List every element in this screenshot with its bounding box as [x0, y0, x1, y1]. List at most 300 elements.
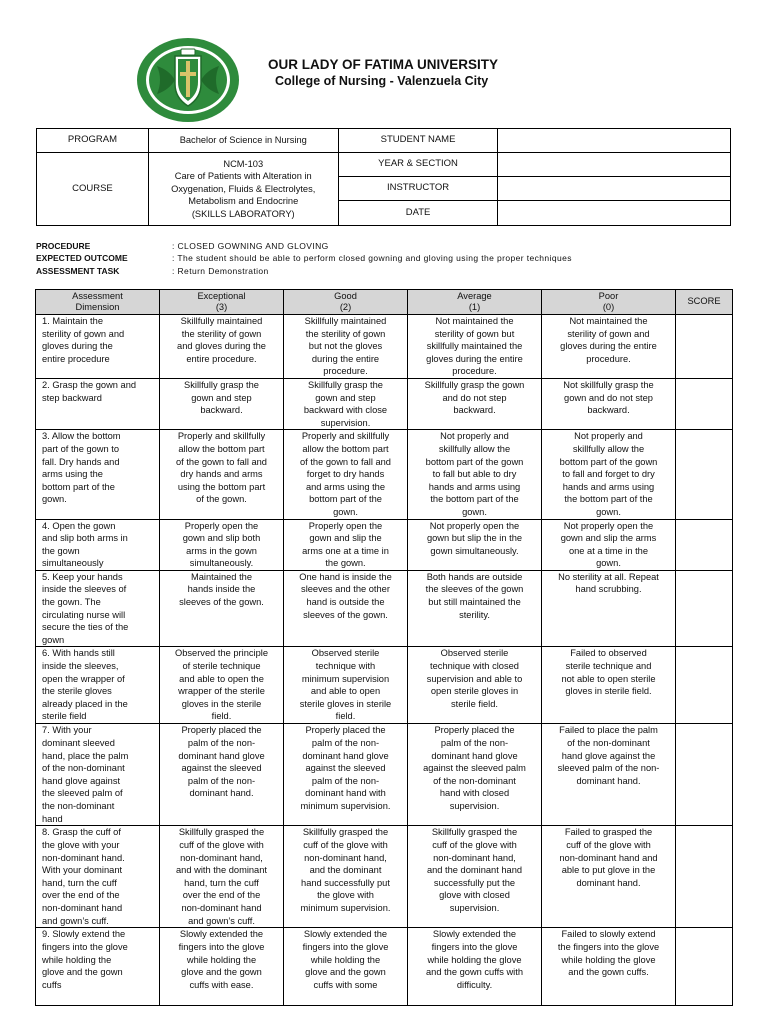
cell-line: bottom part of the	[42, 481, 115, 492]
cell-line: the bottom part of the	[564, 494, 653, 505]
cell-line: wrapper of the sterile	[178, 686, 265, 697]
score-field[interactable]	[676, 315, 733, 379]
cell-line: gown but slip the in the	[426, 533, 523, 544]
cell-line: 9. Slowly extend the	[42, 929, 126, 940]
cell-line: Observed sterile	[311, 648, 380, 659]
rubric-row	[36, 519, 733, 570]
cell-line: 8. Grasp the cuff of	[42, 827, 121, 838]
cell-line: of the gown to fall and	[300, 456, 391, 467]
score-field[interactable]	[676, 826, 733, 928]
header-line: Poor	[598, 290, 619, 301]
rubric-cell-good	[284, 430, 408, 519]
rubric-cell-average	[408, 519, 542, 570]
cell-line: allow the bottom part	[178, 443, 265, 454]
cell-line: supervision.	[449, 903, 500, 913]
cell-line: arms one at a time in	[302, 545, 389, 556]
rubric-cell-poor	[542, 430, 676, 519]
cell-line: and do not step	[442, 392, 507, 403]
cell-line: Observed the principle	[174, 648, 269, 659]
cell-line: Not maintained the	[435, 316, 514, 326]
cell-line: 7. With your	[42, 725, 92, 736]
rubric-cell-good	[284, 519, 408, 570]
header-line: (3)	[215, 302, 228, 312]
cell-line: glove and the gown	[42, 967, 123, 978]
cell-line: against the sleeved	[305, 763, 386, 774]
cell-line: and the gown cuffs.	[568, 967, 649, 978]
cell-line: sterility.	[459, 609, 490, 620]
student-name-label: STUDENT NAME	[338, 129, 498, 153]
cell-line: non-dominant hand	[42, 903, 123, 913]
cell-line: and the dominant	[309, 865, 382, 876]
cell-line: 1. Maintain the	[42, 316, 103, 326]
cell-line: field.	[211, 711, 232, 722]
cell-line: over the end of the	[182, 890, 261, 901]
cell-line: hand, turn the cuff	[42, 877, 117, 888]
rubric-cell-exceptional	[160, 430, 284, 519]
rubric-cell-good	[284, 647, 408, 724]
cell-line: Properly placed the	[181, 725, 262, 736]
cell-line: cuffs with ease.	[189, 979, 254, 990]
course-line: Care of Patients with Alteration in	[174, 171, 312, 182]
cell-line: cuff of the glove with	[432, 840, 517, 851]
cell-line: the gown. The	[42, 597, 101, 608]
cell-line: sterility of gown and	[42, 328, 125, 339]
header-line: Good	[334, 290, 357, 301]
student-name-field[interactable]	[498, 129, 731, 153]
university-name: OUR LADY OF FATIMA UNIVERSITY	[268, 57, 499, 72]
date-field[interactable]	[498, 201, 731, 226]
rubric-cell-good	[284, 378, 408, 429]
cell-line: able to put glove in the	[561, 865, 656, 876]
assessment-task-value: : Return Demonstration	[172, 265, 269, 276]
student-info-table	[36, 128, 731, 226]
cell-line: palm of the non-	[311, 738, 380, 749]
cell-line: the fingers into the glove	[557, 942, 660, 953]
cell-line: With your dominant	[42, 865, 123, 876]
cell-line: hand, turn the cuff	[184, 877, 259, 888]
cell-line: fingers into the glove	[302, 942, 389, 953]
cell-line: Not properly and	[574, 431, 643, 442]
cell-line: skillfully allow the	[438, 443, 511, 454]
cell-line: sterile field	[42, 711, 87, 722]
cell-line: gown and step	[315, 392, 376, 403]
cell-line: arms in the gown	[186, 545, 257, 556]
cell-line: fingers into the glove	[42, 942, 128, 953]
rubric-cell-poor	[542, 315, 676, 379]
procedure-label: PROCEDURE	[36, 241, 91, 251]
cell-line: Properly placed the	[305, 725, 386, 736]
cell-line: Maintained the	[191, 571, 252, 582]
cell-line: Skillfully grasped the	[302, 827, 389, 838]
cell-line: not able to open sterile	[561, 673, 656, 684]
cell-line: 2. Grasp the gown and	[42, 379, 137, 390]
cell-line: and slip both arms in	[42, 533, 128, 544]
cell-line: while holding the	[186, 954, 257, 965]
cell-line: and gown’s cuff.	[42, 915, 109, 926]
cell-line: supervision.	[449, 801, 500, 811]
cell-line: sterile technique and	[565, 661, 652, 672]
cell-line: the sterility of gown	[181, 328, 262, 339]
cell-line: gloves during the entire	[560, 341, 657, 352]
cell-line: while holding the	[310, 954, 381, 965]
cell-line: Failed to slowly extend	[561, 929, 656, 940]
cell-line: gown.	[596, 506, 621, 517]
document-header	[0, 0, 768, 120]
rubric-cell-good	[284, 724, 408, 826]
cell-line: gown.	[596, 558, 621, 569]
cell-line: to fall and forget to dry	[562, 469, 655, 480]
cell-line: field.	[335, 711, 356, 722]
header-line: (1)	[468, 302, 481, 312]
cell-line: skillfully maintained the	[426, 341, 523, 352]
course-label: COURSE	[37, 153, 149, 226]
rubric-cell-poor	[542, 826, 676, 928]
cell-line: Not maintained the	[569, 316, 648, 326]
cell-line: against the sleeved palm	[423, 763, 526, 774]
cell-line: while holding the glove	[427, 954, 522, 965]
rubric-cell-poor	[542, 378, 676, 429]
rubric-header-row	[36, 290, 733, 315]
cell-line: Skillfully grasp the	[308, 379, 383, 390]
rubric-cell-average	[408, 315, 542, 379]
header-dimension	[36, 290, 160, 315]
course-line: (SKILLS LABORATORY)	[191, 208, 295, 219]
year-section-label: YEAR & SECTION	[338, 153, 498, 177]
rubric-row	[36, 647, 733, 724]
cell-line: dominant sleeved	[42, 738, 115, 749]
cell-line: gown	[42, 634, 65, 645]
rubric-cell-exceptional	[160, 724, 284, 826]
cell-line: 4. Open the gown	[42, 520, 116, 531]
score-field[interactable]	[676, 430, 733, 519]
cell-line: gown and slip the	[309, 533, 382, 544]
rubric-cell-exceptional	[160, 519, 284, 570]
cell-line: dry hands and arms	[180, 469, 263, 480]
rubric-cell-dimension	[36, 430, 160, 519]
expected-outcome-value: : The student should be able to perform closed gowning and gloving using the proper techniques	[172, 253, 572, 264]
cell-line: sleeved palm of the non-	[557, 763, 660, 774]
rubric-cell-average	[408, 826, 542, 928]
cell-line: bottom part of the gown	[425, 456, 524, 467]
cell-line: gloves during the entire	[426, 353, 523, 364]
cell-line: during the entire	[311, 353, 380, 364]
cell-line: non-dominant hand,	[433, 852, 516, 863]
rubric-table	[35, 289, 733, 1006]
cell-line: hand scrubbing.	[575, 584, 642, 595]
cell-line: palm of the non-	[187, 738, 256, 749]
cell-line: non-dominant hand	[181, 903, 262, 913]
cell-line: difficulty.	[456, 979, 493, 990]
cell-line: backward with close	[303, 405, 388, 416]
cell-line: cuff of the glove with	[179, 840, 264, 851]
cell-line: and the gown cuffs with	[426, 967, 523, 978]
cell-line: and gown’s cuff.	[188, 915, 255, 926]
cell-line: one at a time in the	[568, 545, 649, 556]
rubric-cell-dimension	[36, 647, 160, 724]
rubric-row	[36, 378, 733, 429]
cell-line: non-dominant hand.	[42, 852, 125, 863]
cell-line: Slowly extended the	[179, 929, 264, 940]
cell-line: sterility of gown but	[434, 328, 515, 339]
header-average	[408, 290, 542, 315]
cell-line: No sterility at all. Repeat	[558, 571, 659, 582]
rubric-body	[36, 315, 733, 1006]
cell-line: bottom part of the gown	[559, 456, 658, 467]
cell-line: the sleeved palm of	[42, 788, 123, 799]
cell-line: procedure.	[586, 353, 631, 364]
cell-line: of the non-dominant	[567, 738, 650, 749]
course-code: NCM-103	[223, 158, 264, 169]
cell-line: dominant hand glove	[178, 750, 265, 761]
cell-line: and gloves during the	[177, 341, 266, 352]
cell-line: non-dominant hand and	[559, 852, 658, 863]
cell-line: Slowly extended the	[303, 929, 388, 940]
cell-line: One hand is inside the	[299, 571, 392, 582]
header-line: (0)	[602, 302, 615, 312]
cell-line: Observed sterile	[440, 648, 509, 659]
cell-line: and able to open	[310, 686, 381, 697]
cell-line: already placed in the	[42, 698, 128, 709]
rubric-cell-poor	[542, 519, 676, 570]
cell-line: fingers into the glove	[431, 942, 518, 953]
rubric-row	[36, 570, 733, 647]
rubric-cell-average	[408, 570, 542, 647]
cell-line: fall. Dry hands and	[42, 456, 120, 467]
cell-line: bottom part of the	[309, 494, 382, 505]
cell-line: minimum supervision.	[300, 801, 391, 811]
cell-line: sterility of gown and	[567, 328, 650, 339]
cell-line: Not skillfully grasp the	[563, 379, 654, 390]
cell-line: dominant hand with	[305, 788, 386, 799]
rubric-cell-dimension	[36, 826, 160, 928]
header-line: Assessment	[72, 290, 123, 301]
cell-line: over the end of the	[42, 890, 120, 901]
course-line: Metabolism and Endocrine	[188, 196, 299, 207]
cell-line: gown and step	[191, 392, 252, 403]
cell-line: dominant hand glove	[302, 750, 389, 761]
cell-line: glove with closed	[439, 890, 510, 901]
score-field[interactable]	[676, 519, 733, 570]
score-field[interactable]	[676, 570, 733, 647]
score-field[interactable]	[676, 724, 733, 826]
cell-line: minimum supervision	[301, 673, 390, 684]
cell-line: and arms using the	[305, 481, 386, 492]
cell-line: 5. Keep your hands	[42, 571, 123, 582]
cell-line: supervision.	[320, 417, 371, 428]
header-line: Dimension	[75, 302, 120, 312]
cell-line: while holding the	[42, 954, 112, 965]
cell-line: glove and the gown	[305, 967, 386, 978]
rubric-cell-exceptional	[160, 378, 284, 429]
cell-line: open the wrapper of	[42, 673, 125, 684]
cell-line: backward.	[587, 405, 630, 416]
rubric-cell-average	[408, 647, 542, 724]
rubric-cell-exceptional	[160, 315, 284, 379]
score-field[interactable]	[676, 378, 733, 429]
cell-line: and able to open the	[179, 673, 264, 684]
cell-line: palm of the non-	[440, 738, 509, 749]
rubric-cell-average	[408, 724, 542, 826]
score-field[interactable]	[676, 928, 733, 1006]
cell-line: of the non-dominant	[42, 763, 125, 774]
cell-line: Skillfully grasped the	[178, 827, 265, 838]
rubric-cell-exceptional	[160, 928, 284, 1006]
rubric-cell-exceptional	[160, 570, 284, 647]
cell-line: glove and the gown	[181, 967, 262, 978]
cell-line: of the gown.	[196, 494, 247, 505]
cell-line: simultaneously.	[189, 558, 254, 569]
cell-line: hand successfully put	[301, 877, 390, 888]
cell-line: the glove with	[317, 890, 374, 901]
cell-line: step backward	[42, 392, 102, 403]
header-poor	[542, 290, 676, 315]
cell-line: Both hands are outside	[426, 571, 523, 582]
cell-line: Failed to grasped the	[564, 827, 653, 838]
cell-line: against the sleeved	[181, 763, 262, 774]
cell-line: gown simultaneously.	[430, 545, 519, 556]
rubric-cell-dimension	[36, 570, 160, 647]
cell-line: the sterile gloves	[42, 686, 112, 697]
cell-line: while holding the glove	[561, 954, 656, 965]
cell-line: non-dominant hand,	[180, 852, 263, 863]
cell-line: the bottom part of the	[430, 494, 519, 505]
header-line: Exceptional	[197, 290, 246, 301]
cell-line: sterile field.	[450, 698, 499, 709]
cell-line: dominant hand glove	[431, 750, 518, 761]
rubric-cell-poor	[542, 928, 676, 1006]
rubric-row	[36, 315, 733, 379]
cell-line: hand glove against the	[561, 750, 656, 761]
cell-line: sleeves and the other	[301, 584, 390, 595]
cell-line: and with the dominant	[176, 865, 267, 876]
cell-line: gown and slip both	[182, 533, 261, 544]
cell-line: procedure.	[323, 366, 368, 377]
cell-line: Skillfully grasped the	[431, 827, 518, 838]
cell-line: of the non-dominant	[433, 775, 516, 786]
cell-line: hand, place the palm	[42, 750, 129, 761]
cell-line: hands inside the	[187, 584, 256, 595]
cell-line: sleeves of the gown.	[179, 597, 264, 608]
cell-line: secure the ties of the	[42, 622, 129, 633]
cell-line: sterile gloves in sterile	[299, 698, 392, 709]
score-field[interactable]	[676, 647, 733, 724]
cell-line: the non-dominant	[42, 801, 115, 811]
cell-line: palm of the non-	[187, 775, 256, 786]
rubric-cell-average	[408, 378, 542, 429]
cell-line: gown and do not step	[564, 392, 653, 403]
cell-line: 3. Allow the bottom	[42, 431, 121, 442]
cell-line: Properly and skillfully	[177, 431, 266, 442]
procedure-value: : CLOSED GOWNING AND GLOVING	[172, 241, 329, 251]
header-line: Average	[457, 290, 492, 301]
cell-line: entire procedure	[42, 353, 110, 364]
rubric-cell-dimension	[36, 928, 160, 1006]
cell-line: hand	[42, 813, 63, 824]
rubric-cell-poor	[542, 570, 676, 647]
procedure-block	[36, 240, 572, 277]
cell-line: palm of the non-	[311, 775, 380, 786]
cell-line: of the gown to fall and	[176, 456, 267, 467]
header-line: (2)	[339, 302, 352, 312]
cell-line: 6. With hands still	[42, 648, 115, 659]
cell-line: backward.	[453, 405, 496, 416]
rubric-cell-dimension	[36, 519, 160, 570]
cell-line: dominant hand.	[576, 775, 641, 786]
instructor-field[interactable]	[498, 177, 731, 201]
cell-line: gown.	[462, 506, 487, 517]
cell-line: Not properly open the	[563, 520, 654, 531]
cell-line: and the dominant hand	[426, 865, 523, 876]
cell-line: Not properly open the	[429, 520, 520, 531]
cell-line: gown.	[42, 494, 67, 505]
cell-line: Not properly and	[440, 431, 509, 442]
cell-line: hand glove against	[42, 775, 121, 786]
cell-line: skillfully allow the	[572, 443, 645, 454]
header-score: SCORE	[676, 290, 733, 315]
cell-line: hands and arms using	[428, 481, 521, 492]
cell-line: open sterile gloves in	[430, 686, 519, 697]
cell-line: sleeves of the gown.	[303, 609, 388, 620]
cell-line: backward.	[200, 405, 243, 416]
cell-line: allow the bottom part	[302, 443, 389, 454]
cell-line: gloves in the sterile	[181, 698, 262, 709]
rubric-cell-exceptional	[160, 647, 284, 724]
rubric-cell-good	[284, 826, 408, 928]
cell-line: the glove with your	[42, 840, 120, 851]
course-description	[148, 153, 338, 226]
cell-line: to fall but able to dry	[432, 469, 517, 480]
cell-line: dominant hand.	[189, 788, 254, 799]
cell-line: cuffs	[42, 979, 62, 990]
rubric-cell-good	[284, 315, 408, 379]
cell-line: inside the sleeves of	[42, 584, 127, 595]
cell-line: gown.	[333, 506, 358, 517]
rubric-row	[36, 430, 733, 519]
cell-line: Properly open the	[184, 520, 259, 531]
cell-line: Slowly extended the	[432, 929, 517, 940]
rubric-row	[36, 928, 733, 1006]
program-value: Bachelor of Science in Nursing	[148, 129, 338, 153]
college-name: College of Nursing - Valenzuela City	[275, 74, 489, 88]
cell-line: simultaneously	[42, 558, 104, 569]
rubric-cell-average	[408, 430, 542, 519]
rubric-row	[36, 724, 733, 826]
year-section-field[interactable]	[498, 153, 731, 177]
header-good	[284, 290, 408, 315]
cell-line: hand is outside the	[306, 597, 385, 608]
instructor-label: INSTRUCTOR	[338, 177, 498, 201]
cell-line: of sterile technique	[182, 661, 261, 672]
cell-line: the sterility of gown	[305, 328, 386, 339]
cell-line: Properly open the	[308, 520, 383, 531]
university-seal-logo	[135, 36, 241, 124]
cell-line: hands and arms using	[562, 481, 655, 492]
rubric-cell-average	[408, 928, 542, 1006]
cell-line: Skillfully maintained	[304, 316, 387, 326]
rubric-cell-good	[284, 570, 408, 647]
cell-line: Skillfully grasp the gown	[424, 379, 525, 390]
cell-line: cuff of the glove with	[303, 840, 388, 851]
cell-line: the gown.	[325, 558, 366, 569]
cell-line: forget to dry hands	[306, 469, 385, 480]
cell-line: procedure.	[452, 366, 497, 377]
cell-line: Skillfully maintained	[180, 316, 263, 326]
cell-line: supervision and able to	[426, 673, 523, 684]
cell-line: successfully put the	[433, 877, 516, 888]
cell-line: Failed to place the palm	[559, 725, 658, 736]
cell-line: arms using the	[42, 469, 103, 480]
rubric-row	[36, 826, 733, 928]
